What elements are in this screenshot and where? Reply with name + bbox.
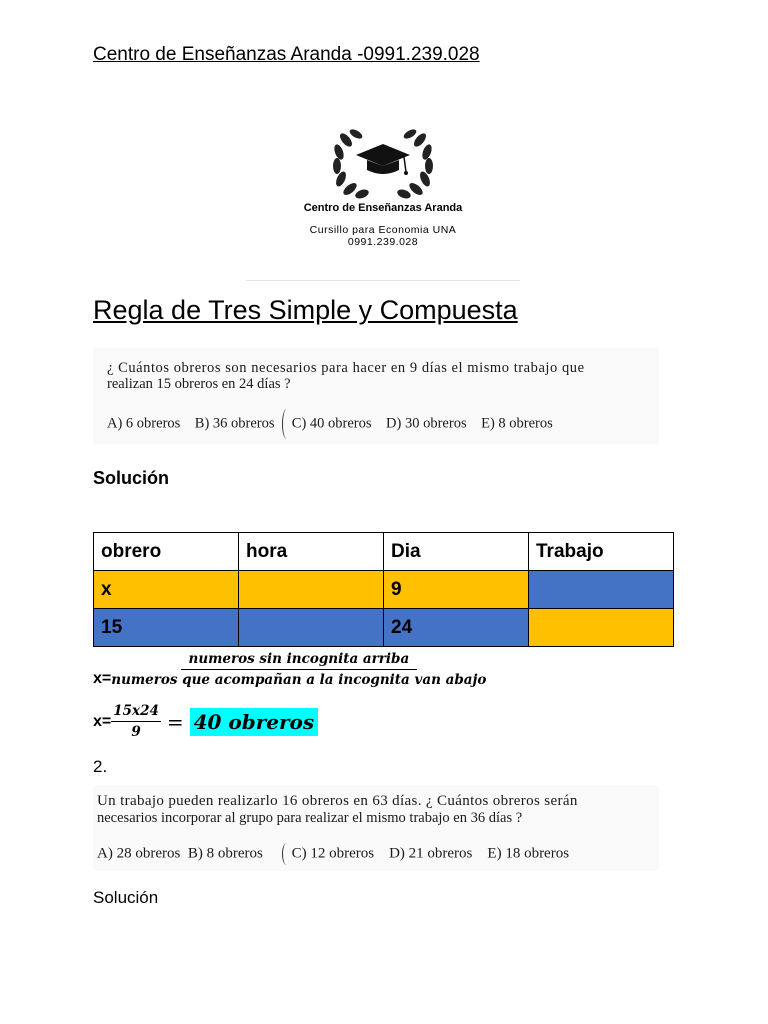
problem-1 [93, 348, 659, 444]
header-dia: Dia [384, 533, 529, 571]
formula-2-fraction [111, 703, 161, 740]
table-cell [239, 609, 384, 647]
option-c: C) 40 obreros [291, 415, 372, 432]
table-cell: x [94, 571, 239, 609]
data-table [93, 532, 674, 647]
logo-phone: 0991.239.028 [347, 236, 419, 248]
formula-2-lhs: x= [93, 712, 112, 730]
option-d: D) 30 obreros [386, 415, 467, 432]
header-obrero: obrero [94, 533, 239, 571]
problem-2-line-2: necesarios incorporar al grupo para realizar el mismo trabajo en 36 días ? [97, 810, 523, 826]
table-header-row [94, 533, 674, 571]
formula-1-fraction [111, 651, 486, 688]
header-hora: hora [239, 533, 384, 571]
problem-2 [93, 785, 659, 871]
selected-mark-icon [282, 409, 291, 439]
logo-name: Centro de Enseñanzas Aranda [303, 202, 463, 214]
formula-1-numerator: numeros sin incognita arriba [181, 651, 418, 670]
formula-2 [93, 703, 318, 740]
table-row [94, 609, 674, 647]
solution-2-label: Solución [93, 888, 159, 907]
table-cell [529, 571, 674, 609]
page-title: Regla de Tres Simple y Compuesta [93, 295, 518, 325]
option-b: B) 8 obreros [187, 845, 263, 862]
formula-2-denominator: 9 [131, 724, 141, 740]
formula-2-numerator: 15x24 [111, 703, 161, 722]
table-row [94, 571, 674, 609]
problem-1-line-2: realizan 15 obreros en 24 días ? [107, 376, 291, 392]
option-d: D) 21 obreros [389, 845, 473, 862]
option-a: A) 6 obreros [107, 415, 181, 432]
option-b: B) 36 obreros [194, 415, 275, 432]
formula-1-denominator: numeros que acompañan a la incognita van abajo [111, 672, 487, 688]
problem-1-line-1: ¿ Cuántos obreros son necesarios para hacer en 9 días el mismo trabajo que [107, 360, 585, 376]
header-trabajo: Trabajo [529, 533, 674, 571]
formula-2-answer: 40 obreros [190, 708, 319, 736]
problem-2-options [97, 843, 569, 865]
table-cell [529, 609, 674, 647]
option-c: C) 12 obreros [291, 845, 375, 862]
option-e: E) 18 obreros [487, 845, 570, 862]
problem-2-line-1: Un trabajo pueden realizarlo 16 obreros en 63 días. ¿ Cuántos obreros serán [97, 793, 578, 809]
option-e: E) 8 obreros [481, 415, 553, 432]
document-header: Centro de Enseñanzas Aranda -0991.239.028 [93, 44, 480, 65]
formula-2-equals: = [166, 709, 184, 734]
table-cell: 15 [94, 609, 239, 647]
problem-2-number: 2. [93, 757, 108, 776]
school-logo [246, 120, 520, 282]
problem-1-options [107, 409, 553, 439]
table-cell: 9 [384, 571, 529, 609]
option-a: A) 28 obreros [97, 845, 181, 862]
graduation-cap-laurel-icon [246, 120, 520, 200]
logo-divider [246, 280, 520, 281]
formula-1-lhs: x= [93, 669, 112, 687]
logo-subtitle: Cursillo para Economia UNA [309, 224, 457, 236]
formula-1 [93, 651, 486, 688]
table-cell [239, 571, 384, 609]
solution-1-label: Solución [93, 468, 169, 488]
table-cell: 24 [384, 609, 529, 647]
selected-mark-icon [282, 843, 291, 865]
